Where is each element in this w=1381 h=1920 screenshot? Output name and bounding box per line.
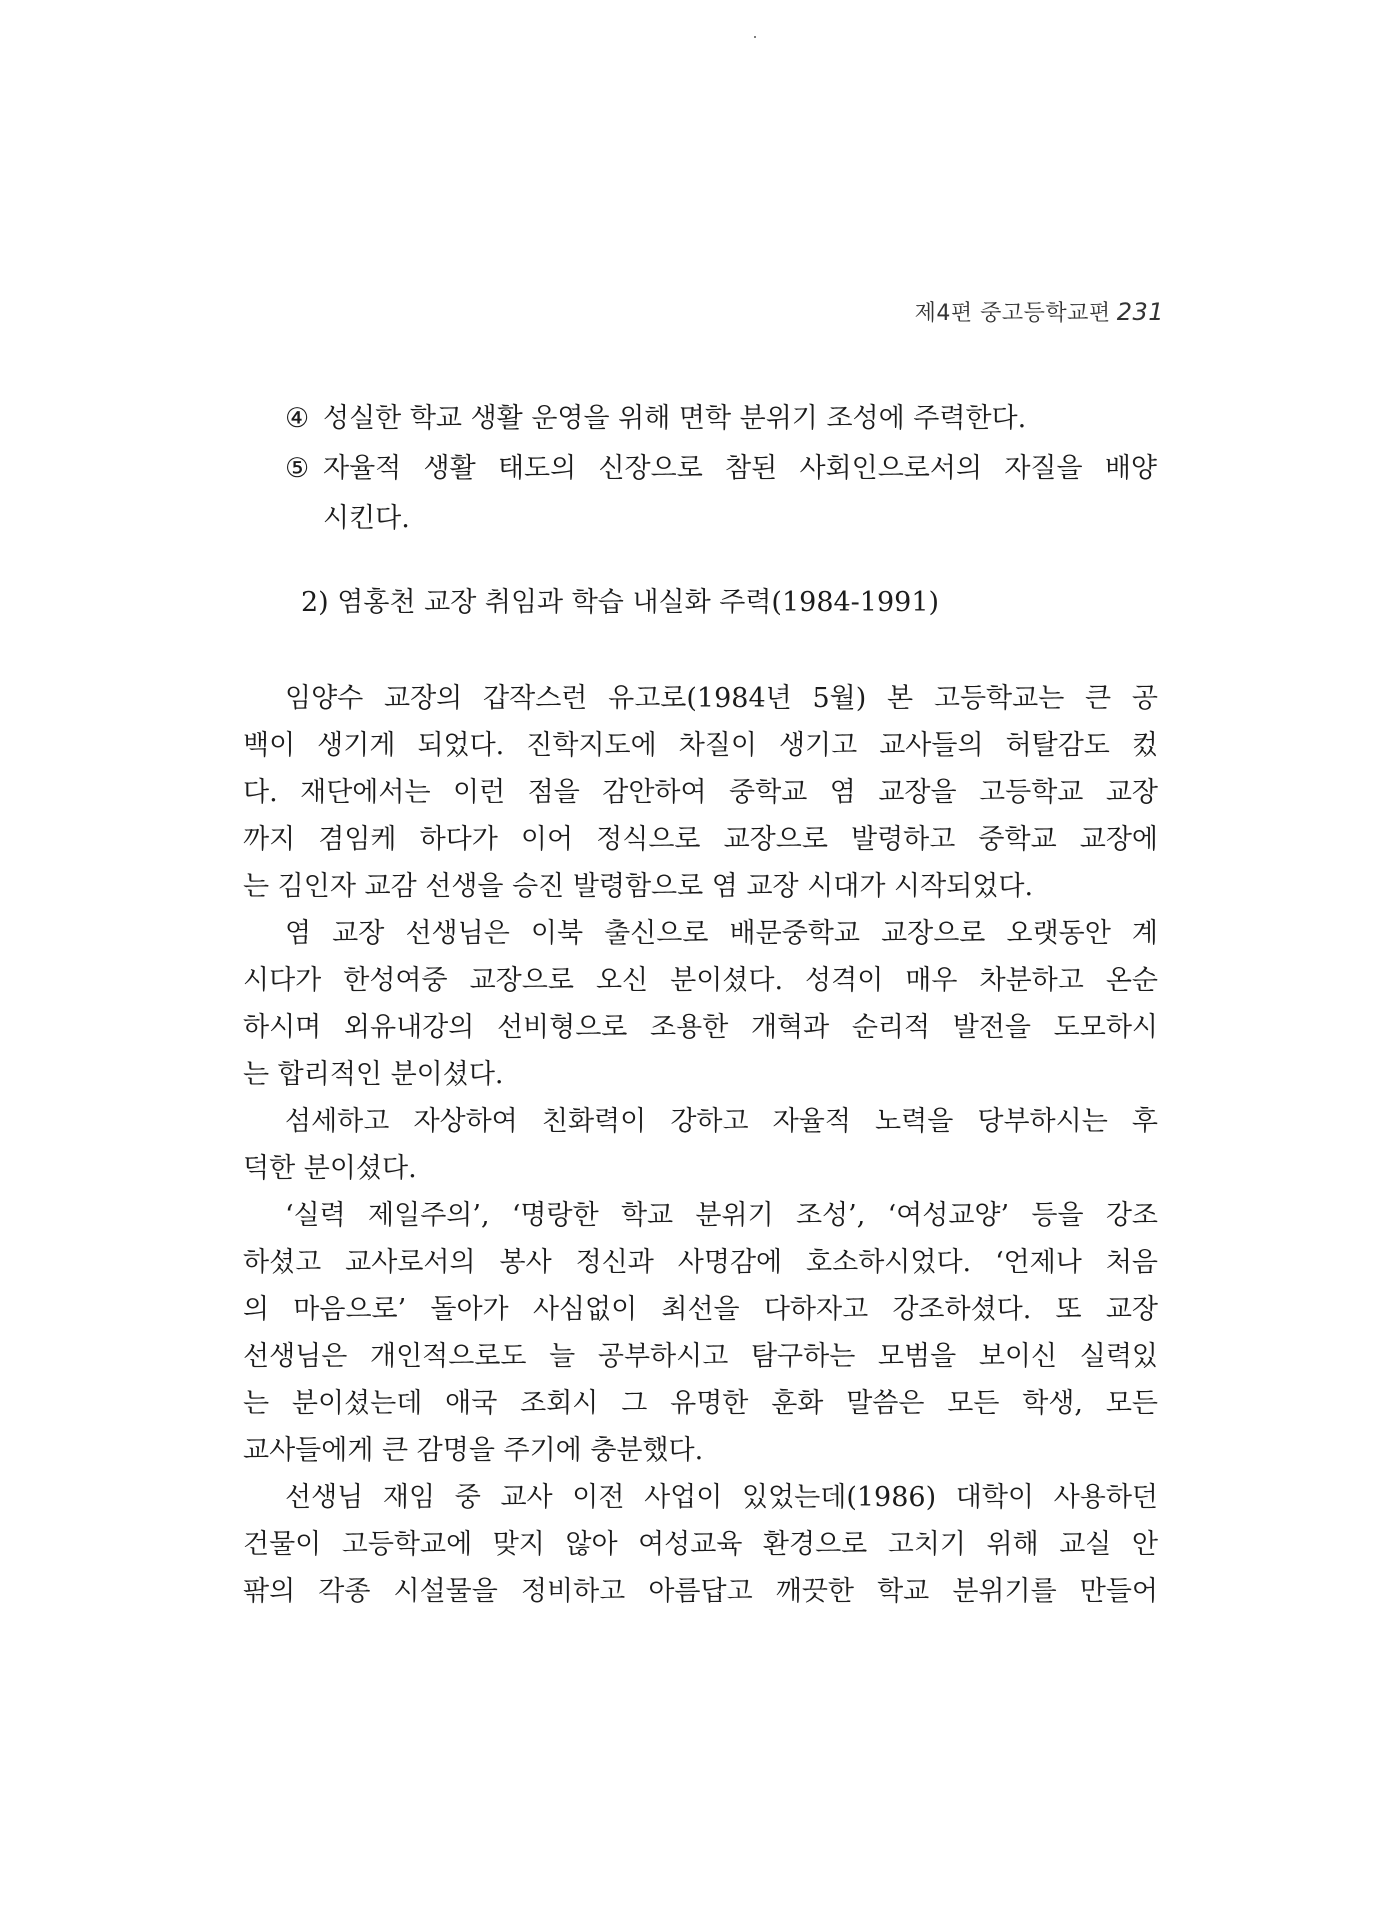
paragraph [243, 1099, 1158, 1193]
text-line: 염 교장 선생님은 이북 출신으로 배문중학교 교장으로 오랫동안 계 [285, 918, 1158, 949]
text-line: 다. 재단에서는 이런 점을 감안하여 중학교 염 교장을 고등학교 교장 [243, 777, 1158, 808]
text-line: 임양수 교장의 갑작스런 유고로(1984년 5월) 본 고등학교는 큰 공 [285, 683, 1158, 714]
running-header [915, 296, 1164, 327]
text-line: 시킨다. [323, 503, 410, 534]
text-line: 자율적 생활 태도의 신장으로 참된 사회인으로서의 자질을 배양 [323, 453, 1157, 484]
section-title: 제4편 중고등학교편 [914, 301, 1111, 326]
text-line: 선생님 재임 중 교사 이전 사업이 있었는데(1986) 대학이 사용하던 [285, 1482, 1158, 1513]
text-line: 하셨고 교사로서의 봉사 정신과 사명감에 호소하시었다. ‘언제나 처음 [243, 1247, 1158, 1278]
paragraph [243, 1193, 1158, 1475]
text-line: 건물이 고등학교에 맞지 않아 여성교육 환경으로 고치기 위해 교실 안 [243, 1529, 1158, 1560]
text-line: 교사들에게 큰 감명을 주기에 충분했다. [243, 1435, 704, 1466]
paragraph [243, 911, 1158, 1099]
text-line: 는 합리적인 분이셨다. [243, 1059, 504, 1090]
text-line: 덕한 분이셨다. [243, 1153, 417, 1184]
text-line: 는 김인자 교감 선생을 승진 발령함으로 염 교장 시대가 시작되었다. [243, 871, 1034, 902]
paragraph [243, 676, 1158, 911]
list-marker: ④ [285, 403, 310, 434]
text-line: 섬세하고 자상하여 친화력이 강하고 자율적 노력을 당부하시는 후 [285, 1106, 1158, 1137]
list-marker: ⑤ [285, 453, 310, 484]
list-item [285, 444, 1157, 544]
section-subheading: 2) 염홍천 교장 취임과 학습 내실화 주력(1984-1991) [301, 587, 940, 618]
page-number: 231 [1116, 298, 1164, 326]
text-line: 하시며 외유내강의 선비형으로 조용한 개혁과 순리적 발전을 도모하시 [243, 1012, 1158, 1043]
list-item-text [323, 444, 1157, 544]
text-line: 의 마음으로’ 돌아가 사심없이 최선을 다하자고 강조하셨다. 또 교장 [243, 1294, 1158, 1325]
text-line: 팎의 각종 시설물을 정비하고 아름답고 깨끗한 학교 분위기를 만들어 [243, 1576, 1158, 1607]
text-line: ‘실력 제일주의’, ‘명랑한 학교 분위기 조성’, ‘여성교양’ 등을 강조 [285, 1200, 1158, 1231]
text-line: 시다가 한성여중 교장으로 오신 분이셨다. 성격이 매우 차분하고 온순 [243, 965, 1158, 996]
list-item-text [323, 394, 1157, 444]
text-line: 까지 겸임케 하다가 이어 정식으로 교장으로 발령하고 중학교 교장에 [243, 824, 1158, 855]
paragraph [243, 1475, 1158, 1616]
text-line: 선생님은 개인적으로도 늘 공부하시고 탐구하는 모범을 보이신 실력있 [243, 1341, 1158, 1372]
objectives-list [285, 394, 1157, 544]
body-text [243, 676, 1158, 1616]
text-line: 백이 생기게 되었다. 진학지도에 차질이 생기고 교사들의 허탈감도 컸 [243, 730, 1158, 761]
text-line: 성실한 학교 생활 운영을 위해 면학 분위기 조성에 주력한다. [323, 403, 1027, 434]
list-item [285, 394, 1157, 444]
scan-speck [754, 36, 756, 38]
text-line: 는 분이셨는데 애국 조회시 그 유명한 훈화 말씀은 모든 학생, 모든 [243, 1388, 1158, 1419]
